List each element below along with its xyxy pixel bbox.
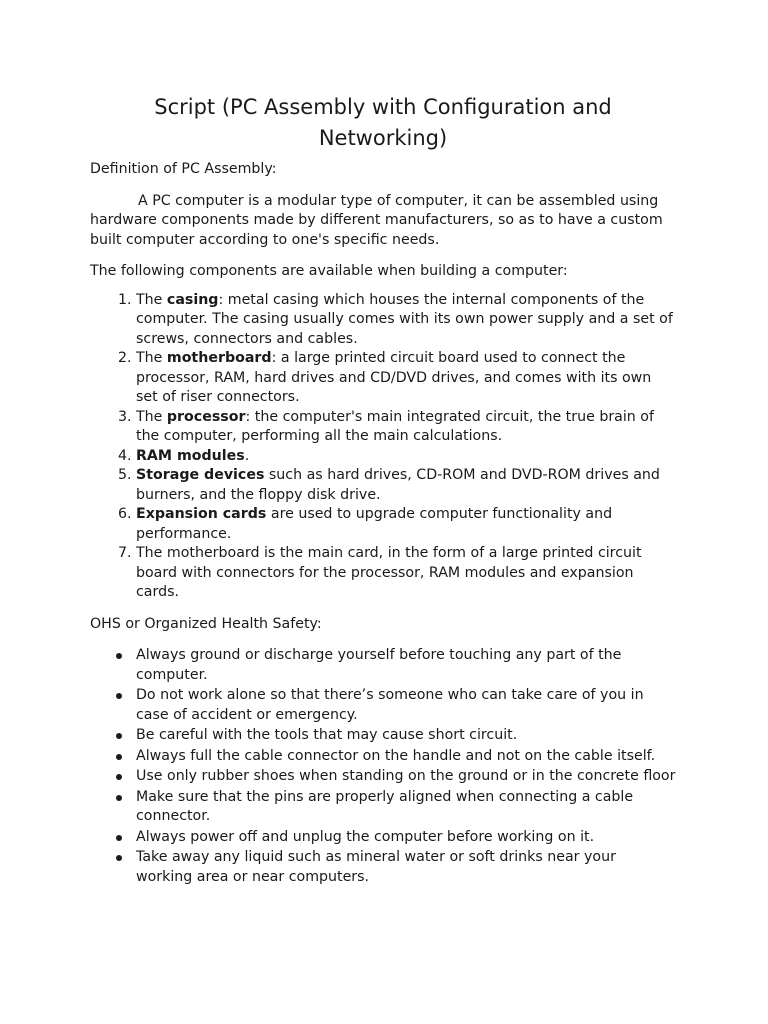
item-text: Take away any liquid such as mineral water or soft drinks near your working area or near computers. [136, 849, 616, 885]
item-term: Expansion cards [136, 506, 267, 522]
item-prefix: The [136, 350, 167, 366]
item-term: processor [166, 408, 246, 425]
list-item [136, 447, 676, 467]
list-item [136, 291, 676, 350]
item-description: : a large printed circuit board used to connect the processor, RAM, hard drives and CD/DVD drives, and comes with its own set of riser connectors. [136, 350, 652, 405]
list-item [136, 646, 676, 685]
item-text: Be careful with the tools that may cause short circuit. [136, 727, 518, 743]
item-text: Always power off and unplug the computer before working on it. [136, 828, 595, 845]
list-item [136, 788, 676, 827]
bullet-icon [116, 774, 122, 780]
list-item [136, 686, 676, 725]
components-intro: The following components are available when building a computer: [90, 263, 568, 279]
list-item [136, 349, 676, 408]
list-item [136, 747, 676, 767]
item-term: motherboard [166, 350, 272, 366]
item-description: . [244, 447, 250, 464]
list-item [136, 767, 676, 787]
list-item [136, 505, 676, 544]
bullet-icon [116, 835, 122, 841]
ohs-heading: OHS or Organized Health Safety: [90, 615, 322, 632]
item-term: RAM modules [136, 447, 245, 464]
bullet-icon [116, 733, 122, 739]
item-text: Always full the cable connector on the handle and not on the cable itself. [136, 747, 656, 764]
bullet-icon [116, 754, 122, 760]
list-item [136, 848, 676, 887]
list-item [136, 726, 676, 746]
list-item [136, 466, 676, 505]
definition-heading: Definition of PC Assembly: [90, 161, 277, 177]
list-item [136, 408, 676, 447]
bullet-icon [116, 795, 122, 801]
item-prefix: The [136, 291, 167, 308]
item-description: : metal casing which houses the internal components of the computer. The casing usually comes with its own power supply and a set of screws, connectors and cables. [136, 291, 673, 347]
bullet-icon [116, 855, 122, 861]
page-title: Script (PC Assembly with Configuration and Networking) [154, 95, 612, 150]
components-list [90, 291, 676, 603]
item-text: Do not work alone so that there’s someone who can take care of you in case of accident or emergency. [136, 687, 644, 723]
item-term: Storage devices [136, 467, 265, 483]
bullet-icon [116, 653, 122, 659]
item-description: such as hard drives, CD-ROM and DVD-ROM drives and burners, and the floppy disk drive. [136, 467, 660, 503]
item-prefix: The [136, 408, 167, 425]
item-description: are used to upgrade computer functionality and performance. [136, 506, 613, 542]
bullet-icon [116, 693, 122, 699]
item-text: Make sure that the pins are properly aligned when connecting a cable connector. [136, 788, 634, 824]
item-prefix: The motherboard is the main card, in the form of a large printed circuit board with connectors for the processor, RAM modules and expansion cards. [136, 545, 642, 600]
definition-paragraph: A PC computer is a modular type of computer, it can be assembled using hardware components made by different manufacturers, so as to have a custom built computer according to one's specific needs. [90, 192, 663, 248]
item-text: Use only rubber shoes when standing on the ground or in the concrete floor [136, 768, 676, 784]
list-item [136, 544, 676, 603]
item-term: casing [166, 291, 219, 308]
ohs-list [90, 646, 676, 887]
item-text: Always ground or discharge yourself before touching any part of the computer. [136, 647, 622, 683]
item-description: : the computer's main integrated circuit, the true brain of the computer, performing all the main calculations. [136, 408, 654, 444]
list-item [136, 828, 676, 848]
